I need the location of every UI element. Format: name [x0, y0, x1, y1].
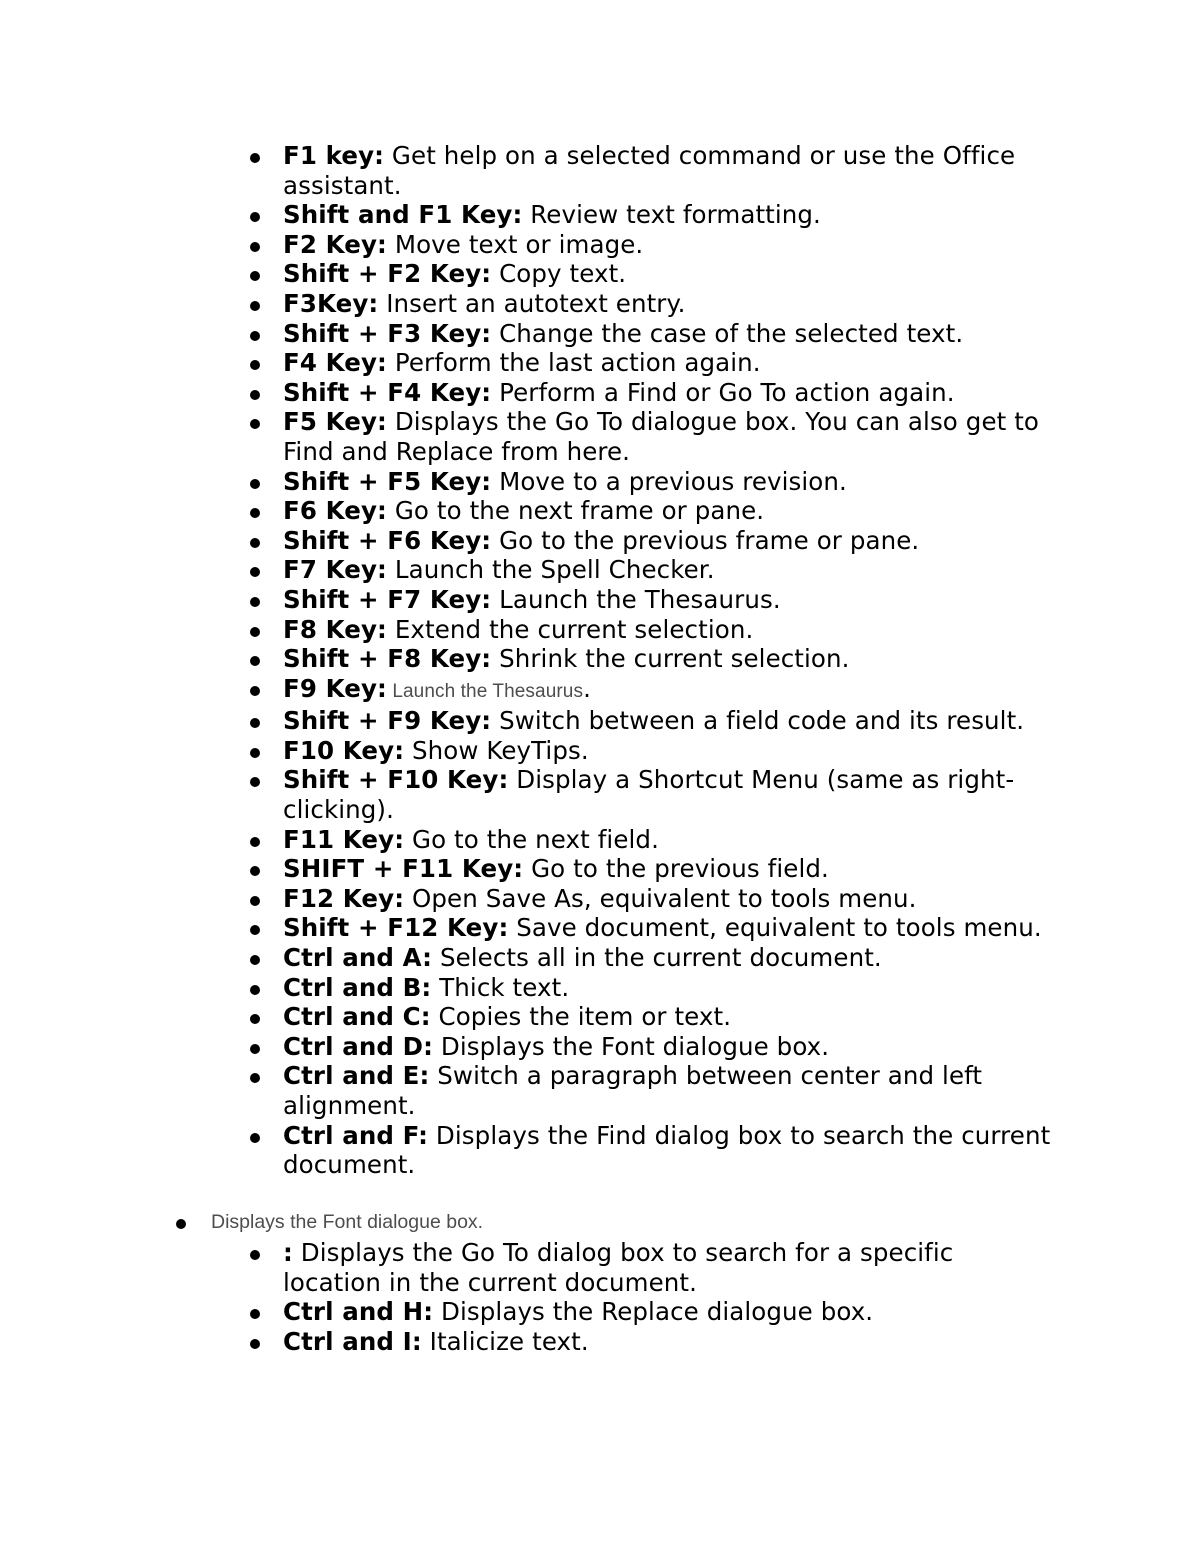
shortcut-key: Ctrl and D:	[283, 1031, 433, 1061]
shortcut-list-bottom	[0, 1238, 1200, 1356]
list-item	[0, 765, 1053, 824]
list-item	[0, 825, 1053, 855]
list-item	[0, 555, 1053, 585]
bullet-icon	[250, 419, 260, 429]
outer-item-text: Displays the Font dialogue box.	[211, 1211, 484, 1233]
bullet-icon	[250, 567, 260, 577]
shortcut-key: F5 Key:	[283, 407, 387, 437]
list-item	[0, 644, 1053, 674]
bullet-icon	[250, 242, 260, 252]
list-item	[0, 467, 1053, 497]
shortcut-key: Ctrl and E:	[283, 1061, 430, 1091]
list-item	[0, 884, 1053, 914]
list-item	[0, 706, 1053, 736]
list-item	[0, 141, 1053, 200]
bullet-icon	[250, 748, 260, 758]
shortcut-description: Open Save As, equivalent to tools menu.	[404, 883, 917, 913]
bullet-icon	[250, 153, 260, 163]
bullet-icon	[250, 925, 260, 935]
bullet-icon	[250, 538, 260, 548]
list-item	[0, 1121, 1053, 1180]
shortcut-key: Shift + F10 Key:	[283, 765, 509, 795]
shortcut-key: Ctrl and I:	[283, 1326, 422, 1356]
shortcut-description: Copies the item or text.	[430, 1002, 732, 1032]
shortcut-description: Launch the Thesaurus.	[491, 584, 781, 614]
shortcut-key: Ctrl and B:	[283, 972, 432, 1002]
shortcut-key: F3Key:	[283, 288, 379, 318]
bullet-icon	[250, 627, 260, 637]
shortcut-description: Go to the previous field.	[523, 854, 829, 884]
bullet-icon	[250, 1133, 260, 1143]
bullet-icon	[250, 955, 260, 965]
list-item	[0, 200, 1053, 230]
bullet-icon	[250, 837, 260, 847]
shortcut-description: Go to the previous frame or pane.	[491, 525, 920, 555]
shortcut-description: Switch between a field code and its result.	[491, 706, 1025, 736]
list-item	[0, 854, 1053, 884]
shortcut-description: Launch the Thesaurus	[386, 680, 584, 702]
shortcut-key: Shift + F6 Key:	[283, 525, 492, 555]
shortcut-description: Displays the Go To dialogue box. You can also get to Find and Replace from here.	[283, 407, 1040, 466]
shortcut-key: Shift + F3 Key:	[283, 318, 492, 348]
shortcut-key: F6 Key:	[283, 496, 387, 526]
shortcut-key: F11 Key:	[283, 824, 405, 854]
list-item	[0, 1032, 1053, 1062]
shortcut-description: Displays the Find dialog box to search the current document.	[283, 1120, 1051, 1180]
list-item	[0, 348, 1053, 378]
bullet-icon	[250, 896, 260, 906]
shortcut-key: F1 key:	[283, 141, 385, 170]
bullet-icon	[250, 718, 260, 728]
bullet-icon	[250, 1073, 260, 1083]
outer-list-item	[0, 1209, 1200, 1239]
bullet-icon	[250, 479, 260, 489]
bullet-icon	[250, 985, 260, 995]
shortcut-description: Move text or image.	[386, 229, 644, 259]
list-item	[0, 526, 1053, 556]
bullet-icon	[250, 331, 260, 341]
shortcut-description: Extend the current selection.	[386, 614, 754, 644]
list-item	[0, 230, 1053, 260]
shortcut-key: F2 Key:	[283, 229, 387, 259]
shortcut-key: Ctrl and H:	[283, 1297, 434, 1327]
list-item	[0, 319, 1053, 349]
shortcut-description: Perform a Find or Go To action again.	[491, 377, 955, 407]
shortcut-key: F9 Key:	[283, 673, 387, 703]
shortcut-description: Go to the next frame or pane.	[386, 496, 765, 526]
list-item	[0, 259, 1053, 289]
bullet-icon	[250, 597, 260, 607]
shortcut-key: Shift + F7 Key:	[283, 584, 492, 614]
shortcut-description: Change the case of the selected text.	[491, 318, 964, 348]
bullet-icon	[250, 271, 260, 281]
shortcut-key: Shift + F2 Key:	[283, 259, 492, 289]
shortcut-description: Copy text.	[491, 259, 627, 289]
bullet-icon	[250, 1044, 260, 1054]
shortcut-key: Shift + F4 Key:	[283, 377, 492, 407]
shortcut-list-top	[0, 141, 1200, 1180]
shortcut-description: Review text formatting.	[522, 200, 821, 230]
bullet-icon	[250, 777, 260, 787]
list-item	[0, 1238, 1053, 1297]
shortcut-key: Ctrl and C:	[283, 1002, 431, 1032]
period-mark: .	[583, 673, 591, 703]
bullet-icon	[250, 360, 260, 370]
shortcut-key: F10 Key:	[283, 735, 405, 765]
shortcut-description: Save document, equivalent to tools menu.	[508, 913, 1042, 943]
list-item	[0, 1061, 1053, 1120]
shortcut-key: Shift + F9 Key:	[283, 706, 492, 736]
shortcut-description: Perform the last action again.	[386, 348, 761, 378]
shortcut-key: F8 Key:	[283, 614, 387, 644]
list-item	[0, 1002, 1053, 1032]
shortcut-description: Launch the Spell Checker.	[386, 555, 715, 585]
shortcut-description: Italicize text.	[421, 1326, 589, 1356]
shortcut-description: Switch a paragraph between center and left alignment.	[283, 1061, 983, 1120]
shortcut-key: F4 Key:	[283, 348, 387, 378]
bullet-icon	[250, 1309, 260, 1319]
list-item	[0, 1327, 1053, 1357]
bullet-icon	[250, 686, 260, 696]
list-item	[0, 378, 1053, 408]
shortcut-description: Displays the Replace dialogue box.	[433, 1297, 874, 1327]
shortcut-description: Shrink the current selection.	[491, 644, 850, 674]
bullet-icon	[250, 656, 260, 666]
list-item	[0, 289, 1053, 319]
shortcut-description: Thick text.	[431, 972, 570, 1002]
shortcut-description: Insert an autotext entry.	[378, 288, 686, 318]
list-item	[0, 913, 1053, 943]
shortcut-description: Display a Shortcut Menu (same as right-clicking).	[283, 765, 1015, 825]
shortcut-description: Get help on a selected command or use the Office assistant.	[283, 141, 1016, 200]
shortcut-description: Selects all in the current document.	[432, 943, 882, 973]
bullet-icon	[250, 212, 260, 222]
shortcut-key: Ctrl and A:	[283, 943, 433, 973]
bullet-icon	[176, 1219, 186, 1229]
shortcut-key: Shift + F5 Key:	[283, 466, 492, 496]
list-item	[0, 585, 1053, 615]
bullet-icon	[250, 390, 260, 400]
shortcut-key: :	[283, 1238, 293, 1267]
list-item	[0, 496, 1053, 526]
list-item	[0, 973, 1053, 1003]
bullet-icon	[250, 301, 260, 311]
list-item	[0, 1297, 1053, 1327]
bullet-icon	[250, 1250, 260, 1260]
list-item	[0, 407, 1053, 466]
bullet-icon	[250, 866, 260, 876]
shortcut-key: F12 Key:	[283, 883, 405, 913]
shortcut-key: Shift + F8 Key:	[283, 644, 492, 674]
bullet-icon	[250, 1339, 260, 1349]
shortcut-key: F7 Key:	[283, 555, 387, 585]
list-item	[0, 736, 1053, 766]
shortcut-description: Move to a previous revision.	[491, 466, 847, 496]
list-item	[0, 674, 1053, 707]
shortcut-description: Show KeyTips.	[404, 735, 589, 765]
bullet-icon	[250, 1014, 260, 1024]
shortcut-key: Ctrl and F:	[283, 1120, 429, 1150]
shortcut-description: Displays the Font dialogue box.	[432, 1031, 830, 1061]
shortcut-description: Go to the next field.	[404, 824, 659, 854]
shortcut-key: Shift + F12 Key:	[283, 913, 509, 943]
list-item	[0, 615, 1053, 645]
shortcut-description: Displays the Go To dialog box to search for a specific location in the current document.	[283, 1238, 954, 1297]
list-item	[0, 943, 1053, 973]
bullet-icon	[250, 508, 260, 518]
shortcut-key: SHIFT + F11 Key:	[283, 854, 524, 884]
shortcut-key: Shift and F1 Key:	[283, 200, 523, 230]
